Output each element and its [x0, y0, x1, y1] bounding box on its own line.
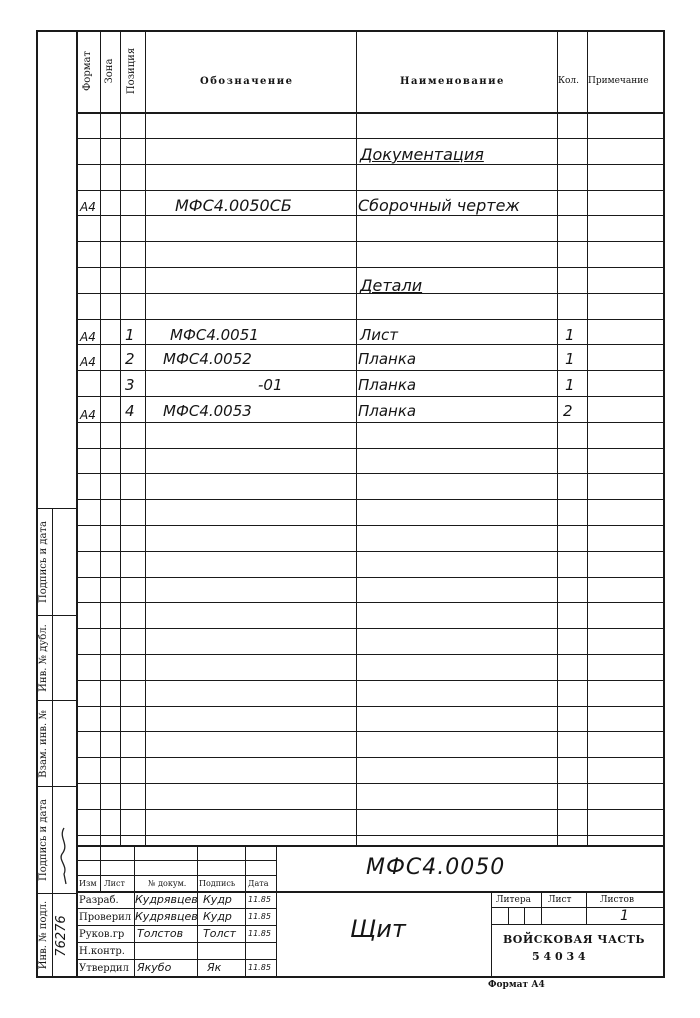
- table-row-line: [76, 164, 664, 165]
- tb-date-rukov: 11.85: [248, 929, 271, 938]
- tb-code: МФС4.0050: [366, 855, 506, 880]
- tb-role-utverdil: Утвердил: [79, 963, 129, 974]
- row-name: Планка: [358, 350, 417, 368]
- tb-head-sign: Подпись: [199, 879, 236, 888]
- tb-sign-utverdil: Як: [207, 961, 222, 974]
- row-qty: 1: [565, 326, 575, 344]
- strip-sign-date-1: Подпись и дата: [38, 799, 49, 881]
- tb-litera-cell-1: [508, 907, 509, 924]
- table-row-line: [76, 370, 664, 371]
- strip-inv-dubl: Инв. № дубл.: [38, 624, 49, 692]
- tb-row-1: [76, 860, 276, 861]
- header-name: Наименование: [400, 76, 505, 87]
- header-designation: Обозначение: [200, 76, 294, 87]
- tb-litera-cell-2: [524, 907, 525, 924]
- row-name: Сборочный чертеж: [358, 196, 520, 215]
- tb-name-utverdil: Якубо: [137, 961, 172, 974]
- table-row-line: [76, 628, 664, 629]
- tb-sheets-value: 1: [620, 908, 629, 924]
- table-row-line: [76, 809, 664, 810]
- tb-vsep-main: [276, 845, 277, 978]
- header-note: Примечание: [588, 76, 649, 86]
- tb-litera-label: Литера: [496, 895, 531, 905]
- strip-top-line: [36, 508, 77, 509]
- row-format: А4: [80, 355, 96, 369]
- tb-row-7: [76, 959, 276, 960]
- table-row-line: [76, 602, 664, 603]
- row-qty: 1: [565, 376, 575, 394]
- table-row-line: [76, 525, 664, 526]
- table-row-line: [76, 835, 664, 836]
- row-position: 4: [125, 402, 135, 420]
- strip-signature-mark: [56, 826, 72, 886]
- tb-org-number: 5 4 0 3 4: [532, 950, 586, 963]
- row-position: 2: [125, 350, 135, 368]
- col-sep-qty: [587, 30, 588, 845]
- table-row-line: [76, 344, 664, 345]
- row-qty: 1: [565, 350, 575, 368]
- table-row-line: [76, 706, 664, 707]
- tb-title: Щит: [350, 915, 406, 943]
- table-row-line: [76, 783, 664, 784]
- tb-col-izm: [100, 845, 101, 891]
- title-block-top: [76, 845, 664, 847]
- table-row-line: [76, 138, 664, 139]
- tb-row-4: [76, 908, 276, 909]
- table-row-line: [76, 731, 664, 732]
- table-row-line: [76, 241, 664, 242]
- tb-sign-rukov: Толст: [203, 927, 236, 940]
- row-position: 3: [125, 376, 135, 394]
- table-row-line: [76, 422, 664, 423]
- tb-sheets-label: Листов: [600, 895, 635, 905]
- row-designation: МФС4.0050СБ: [175, 196, 292, 215]
- strip-inv-number-value: 76276: [54, 915, 69, 957]
- row-name: Документация: [360, 145, 484, 164]
- row-designation: МФС4.0053: [163, 402, 252, 420]
- frame-bottom: [36, 976, 664, 978]
- col-sep-designation: [356, 30, 357, 845]
- tb-head-date: Дата: [248, 879, 269, 888]
- tb-date-proveril: 11.85: [248, 912, 271, 921]
- header-qty: Кол.: [558, 76, 579, 86]
- row-designation: МФС4.0051: [170, 326, 259, 344]
- tb-role-proveril: Проверил: [79, 912, 132, 923]
- tb-info-row-2: [491, 924, 664, 925]
- tb-role-nkontr: Н.контр.: [79, 946, 125, 957]
- strip-vzam-inv: Взам. инв. №: [38, 710, 49, 778]
- format-footer: Формат А4: [488, 980, 545, 990]
- strip-inv-orig: Инв. № подл.: [38, 900, 49, 970]
- tb-head-docnum: № докум.: [148, 879, 187, 888]
- table-row-line: [76, 448, 664, 449]
- strip-sign-date-2: Подпись и дата: [38, 521, 49, 603]
- row-qty: 2: [563, 402, 573, 420]
- tb-sheet-label: Лист: [548, 895, 572, 905]
- table-row-line: [76, 551, 664, 552]
- tb-sign-razrab: Кудр: [203, 893, 232, 906]
- tb-head-izm: Изм: [79, 879, 97, 888]
- col-sep-name: [557, 30, 558, 845]
- tb-head-list: Лист: [104, 879, 125, 888]
- tb-vsep-right: [491, 891, 492, 978]
- tb-row-5: [76, 925, 276, 926]
- table-row-line: [76, 757, 664, 758]
- table-row-line: [76, 215, 664, 216]
- col-sep-zone: [120, 30, 121, 845]
- row-position: 1: [125, 326, 135, 344]
- table-row-line: [76, 267, 664, 268]
- strip-inner-line: [52, 508, 53, 978]
- table-row-line: [76, 319, 664, 320]
- row-designation: МФС4.0052: [163, 350, 252, 368]
- table-row-line: [76, 680, 664, 681]
- tb-org-name: ВОЙСКОВАЯ ЧАСТЬ: [503, 933, 645, 946]
- tb-role-rukov: Руков.гр: [79, 929, 125, 940]
- table-row-line: [76, 577, 664, 578]
- tb-info-col-2: [586, 891, 587, 924]
- header-bottom-line: [76, 112, 664, 114]
- tb-info-col-1: [541, 891, 542, 924]
- table-row-line: [76, 190, 664, 191]
- tb-sign-proveril: Кудр: [203, 910, 232, 923]
- row-name: Детали: [360, 276, 423, 295]
- tb-code-bottom: [276, 891, 664, 893]
- tb-row-6: [76, 942, 276, 943]
- row-format: А4: [80, 408, 96, 422]
- header-zone: Зона: [104, 58, 115, 84]
- table-row-line: [76, 654, 664, 655]
- row-name: Планка: [358, 376, 417, 394]
- tb-name-proveril: Кудрявцев: [135, 910, 198, 923]
- col-sep-pos: [145, 30, 146, 845]
- tb-name-rukov: Толстов: [137, 927, 184, 940]
- row-format: А4: [80, 200, 96, 214]
- frame-top: [36, 30, 664, 32]
- table-row-line: [76, 499, 664, 500]
- header-position: Позиция: [126, 47, 137, 95]
- tb-name-razrab: Кудрявцев: [135, 893, 198, 906]
- header-format: Формат: [82, 51, 93, 91]
- table-row-line: [76, 396, 664, 397]
- row-name: Лист: [360, 326, 399, 344]
- tb-date-razrab: 11.85: [248, 895, 271, 904]
- tb-role-razrab: Разраб.: [79, 895, 119, 906]
- tb-date-utverdil: 11.85: [248, 963, 271, 972]
- row-name: Планка: [358, 402, 417, 420]
- tb-info-row-1: [491, 907, 664, 908]
- tb-row-2: [76, 875, 276, 876]
- row-designation: -01: [258, 376, 283, 394]
- col-sep-format: [100, 30, 101, 845]
- table-row-line: [76, 473, 664, 474]
- row-format: А4: [80, 330, 96, 344]
